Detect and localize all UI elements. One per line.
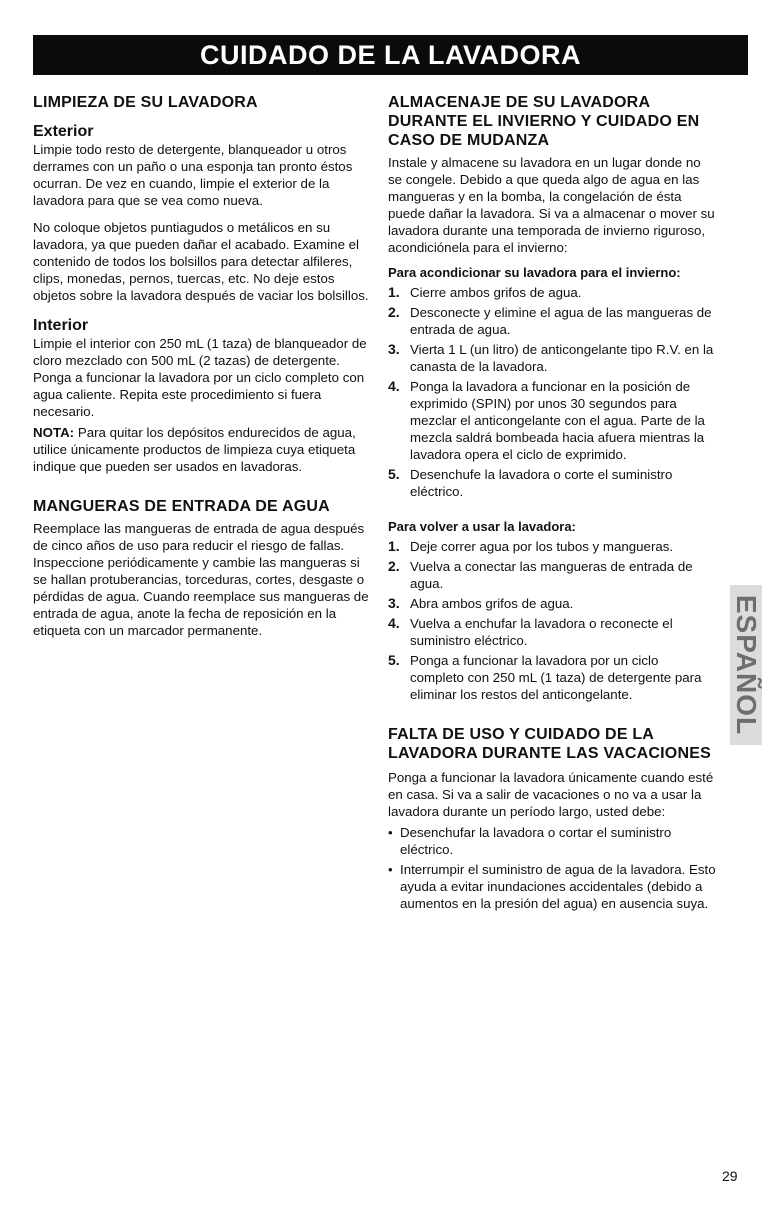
language-label: ESPAÑOL (731, 594, 762, 736)
list-item (388, 652, 716, 703)
reuse-heading: Para volver a usar la lavadora: (388, 519, 576, 534)
right-column (388, 93, 716, 912)
list-item (388, 284, 716, 301)
step-text: Deje correr agua por los tubos y mangueras. (410, 539, 674, 554)
storage-paragraph: Instale y almacene su lavadora en un lugar donde no se congele. Debido a que queda algo de agua en las mangueras y en la bomba, la congelación de ésta puede dañar la lavadora. Si va a almacenar o mover su lavadora durante una temporada de invierno riguroso, acondiciónela para el invierno: (388, 155, 715, 255)
bullet-text: Interrumpir el suministro de agua de la lavadora. Esto ayuda a evitar inundaciones accidentales (debido a aumentos en la presión del agua) en ausencia suya. (400, 862, 716, 911)
step-number: 4. (388, 615, 400, 631)
list-item (388, 595, 716, 612)
storage-heading: ALMACENAJE DE SU LAVADORA DURANTE EL INVIERNO Y CUIDADO EN CASO DE MUDANZA (388, 94, 700, 149)
step-number: 1. (388, 538, 400, 554)
page-number: 29 (722, 1168, 738, 1184)
step-text: Desconecte y elimine el agua de las mangueras de entrada de agua. (410, 305, 712, 337)
page-title: CUIDADO DE LA LAVADORA (200, 39, 581, 70)
interior-heading: Interior (33, 317, 89, 334)
step-text: Abra ambos grifos de agua. (410, 596, 574, 611)
exterior-paragraph-2: No coloque objetos puntiagudos o metálicos en su lavadora, ya que pueden dañar el acabado. Examine el contenido de todos los bolsillos para detectar alfileres, clips, monedas, pernos, tuercas, etc. No deje estos objetos sobre la lavadora después de vaciar los bolsillos. (33, 220, 369, 303)
exterior-paragraph-1: Limpie todo resto de detergente, blanqueador u otros derrames con un paño o una esponja tan pronto éstos ocurran. De vez en cuando, limpie el exterior de la lavadora para que se vea como nueva. (33, 142, 353, 208)
vacation-heading: FALTA DE USO Y CUIDADO DE LA LAVADORA DURANTE LAS VACACIONES (388, 726, 711, 762)
step-text: Vierta 1 L (un litro) de anticongelante tipo R.V. en la canasta de la lavadora. (410, 342, 714, 374)
vacation-bullets (388, 824, 716, 912)
list-item (388, 538, 716, 555)
list-item (388, 304, 716, 338)
hoses-paragraph: Reemplace las mangueras de entrada de agua después de cinco años de uso para reducir el riesgo de fallas. Inspeccione periódicamente y cambie las mangueras si se hallan protuberancias, torceduras, cortes, desgaste o pérdidas de agua. Cuando reemplace sus mangueras de entrada de agua, anote la fecha de reposición en la etiqueta con un marcador permanente. (33, 521, 369, 638)
left-column (33, 93, 369, 639)
list-item (388, 341, 716, 375)
interior-paragraph-1: Limpie el interior con 250 mL (1 taza) de blanqueador de cloro mezclado con 500 mL (2 tazas) de detergente. Ponga a funcionar la lavadora por un ciclo completo con agua caliente. Repita este procedimiento si fuera necesario. (33, 336, 367, 419)
list-item (388, 466, 716, 500)
winterize-heading: Para acondicionar su lavadora para el invierno: (388, 265, 681, 280)
list-item (388, 615, 716, 649)
step-number: 2. (388, 304, 400, 320)
step-text: Desenchufe la lavadora o corte el suministro eléctrico. (410, 467, 673, 499)
step-number: 4. (388, 378, 400, 394)
step-number: 5. (388, 466, 400, 482)
list-item (388, 558, 716, 592)
vacation-paragraph: Ponga a funcionar la lavadora únicamente cuando esté en casa. Si va a salir de vacaciones o no va a usar la lavadora durante un período largo, usted debe: (388, 770, 714, 819)
step-number: 2. (388, 558, 400, 574)
cleaning-heading: LIMPIEZA DE SU LAVADORA (33, 94, 258, 111)
list-item (388, 861, 716, 912)
step-text: Vuelva a conectar las mangueras de entrada de agua. (410, 559, 693, 591)
step-text: Ponga la lavadora a funcionar en la posición de exprimido (SPIN) por unos 30 segundos para mezclar el anticongelante con el agua. Parte de la mezcla saldrá bombeada hacia afuera mientras la lavadora opera el ciclo de exprimido. (410, 379, 705, 462)
step-number: 3. (388, 595, 400, 611)
step-number: 3. (388, 341, 400, 357)
list-item (388, 824, 716, 858)
hoses-heading: MANGUERAS DE ENTRADA DE AGUA (33, 498, 330, 515)
step-number: 5. (388, 652, 400, 668)
exterior-heading: Exterior (33, 123, 94, 140)
interior-note (33, 424, 369, 475)
reuse-steps (388, 538, 716, 703)
step-text: Vuelva a enchufar la lavadora o reconecte el suministro eléctrico. (410, 616, 673, 648)
note-text: Para quitar los depósitos endurecidos de agua, utilice únicamente productos de limpieza cuya etiqueta indique que pueden ser usados en lavadoras. (33, 425, 356, 474)
note-label: NOTA: (33, 425, 75, 440)
list-item (388, 378, 716, 463)
page-title-banner (33, 35, 748, 75)
bullet-icon: • (388, 862, 393, 877)
step-text: Ponga a funcionar la lavadora por un ciclo completo con 250 mL (1 taza) de detergente para eliminar los restos del anticongelante. (410, 653, 702, 702)
winterize-steps (388, 284, 716, 500)
bullet-text: Desenchufar la lavadora o cortar el suministro eléctrico. (400, 825, 672, 857)
bullet-icon: • (388, 825, 393, 840)
step-number: 1. (388, 284, 400, 300)
step-text: Cierre ambos grifos de agua. (410, 285, 582, 300)
language-side-tab (730, 585, 762, 745)
